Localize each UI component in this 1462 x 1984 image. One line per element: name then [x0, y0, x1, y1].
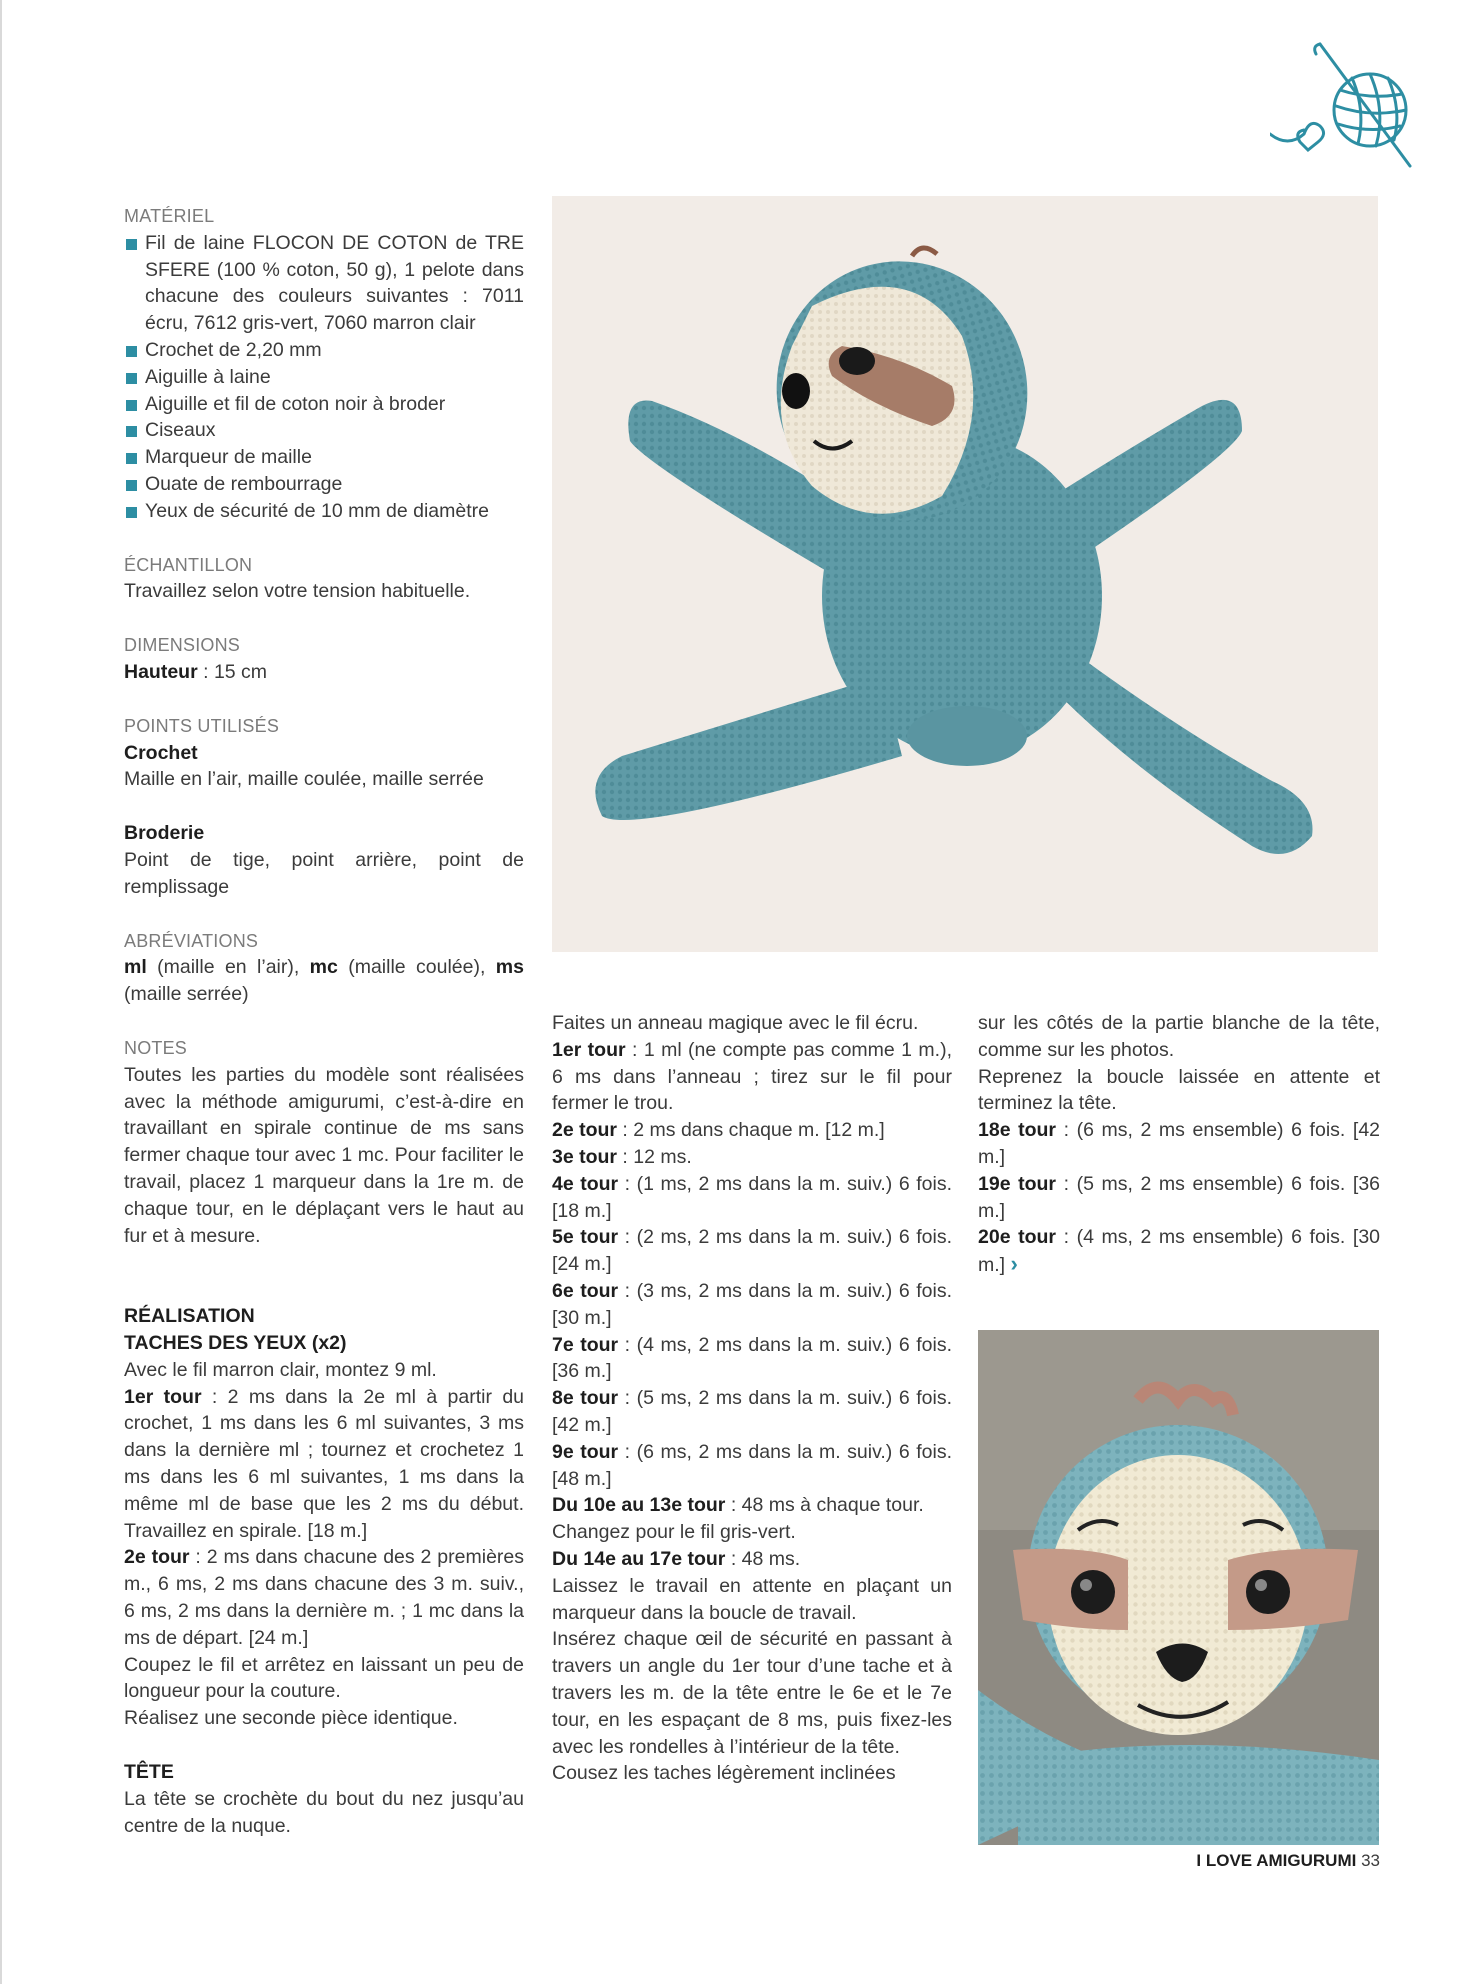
column-left	[124, 203, 524, 1839]
echantillon-text: Travaillez selon votre tension habituelle.	[124, 580, 471, 603]
col2-p2: Insérez chaque œil de sécurité en passant à travers un angle du 1er tour d’une tache et à travers les m. de la tête entre le 6e et le 7e tour, en les espaçant de 8 ms, puis fixez-les avec les rondelles à l’intérieur de la tête.	[552, 1628, 952, 1758]
head-row	[552, 1117, 952, 1144]
tete-title: TÊTE	[124, 1761, 174, 1784]
notes-text: Toutes les parties du modèle sont réalisées avec la méthode amigurumi, c’est-à-dire en travaillant en spirale continue de ms sans fermer chaque tour avec 1 mc. Pour faciliter le travail, placez 1 marqueur dans la 1re m. de chaque tour, en le déplaçant vers le haut au fur et à mesure.	[124, 1063, 524, 1247]
abbr-ml-def: (maille en l’air),	[146, 956, 310, 979]
echantillon-title: ÉCHANTILLON	[124, 554, 253, 575]
row-text: : (5 ms, 2 ms dans la m. suiv.) 6 fois. [42 m.]	[552, 1387, 952, 1436]
row-text: : 2 ms dans chaque m. [12 m.]	[617, 1119, 885, 1142]
materiel-item: Ouate de rembourrage	[124, 471, 524, 498]
row-text: : 48 ms à chaque tour.	[725, 1494, 924, 1517]
broderie-text: Point de tige, point arrière, point de remplissage	[124, 848, 524, 898]
dimensions-line	[124, 659, 524, 686]
sloth-full-photo	[552, 196, 1378, 952]
sloth-closeup-photo	[978, 1330, 1379, 1845]
column-right	[978, 1010, 1380, 1279]
head-row	[552, 1492, 952, 1519]
row-label: 4e tour	[552, 1172, 619, 1195]
col3-p2: Reprenez la boucle laissée en attente et terminez la tête.	[978, 1065, 1380, 1115]
row-text: : (6 ms, 2 ms dans la m. suiv.) 6 fois. [48 m.]	[552, 1440, 952, 1490]
abreviations-text	[124, 954, 524, 1008]
row-label: 5e tour	[552, 1226, 619, 1249]
row-text: : 12 ms.	[617, 1145, 692, 1168]
row-label: 9e tour	[552, 1440, 619, 1463]
abbr-ml: ml	[124, 956, 147, 979]
realisation-title: RÉALISATION	[124, 1305, 255, 1328]
abbr-ms: ms	[495, 956, 524, 979]
row-label: 2e tour	[124, 1546, 190, 1569]
crochet-text: Maille en l’air, maille coulée, maille serrée	[124, 768, 484, 791]
col2-p1: Laissez le travail en attente en plaçant un marqueur dans la boucle de travail.	[552, 1574, 952, 1624]
row-text: : (2 ms, 2 ms dans la m. suiv.) 6 fois. [24 m.]	[552, 1226, 952, 1276]
head-row	[552, 1037, 952, 1117]
yarn-ball-crochet-icon	[1270, 38, 1430, 173]
page-number: 33	[1361, 1851, 1380, 1870]
points-title: POINTS UTILISÉS	[124, 715, 280, 736]
row-text: : (1 ms, 2 ms dans la m. suiv.) 6 fois. [18 m.]	[552, 1172, 952, 1222]
page-footer	[1196, 1848, 1380, 1875]
row-text: : 2 ms dans chacune des 2 premières m., 6 ms, 2 ms dans chacune des 3 m. suiv., 6 ms, 2 ms dans la dernière m. ; 1 mc dans la ms de départ. [24 m.]	[124, 1546, 525, 1649]
row-text: : 48 ms.	[725, 1547, 801, 1570]
row-label: 18e tour	[978, 1119, 1057, 1142]
row-label: 20e tour	[978, 1226, 1057, 1249]
head-row	[978, 1171, 1380, 1225]
materiel-item: Aiguille à laine	[124, 364, 524, 391]
taches-end-2: Réalisez une seconde pièce identique.	[124, 1707, 458, 1730]
row-text: : 2 ms dans la 2e ml à partir du crochet, 1 ms dans les 6 ml suivantes, 3 ms dans la dernière ml ; tournez et crochetez 1 ms dans les 6 ml suivantes, 1 ms dans la même ml de base que les 2 ms du début. Travaillez en spirale. [18 m.]	[124, 1385, 525, 1542]
head-row	[552, 1546, 952, 1573]
taches-intro: Avec le fil marron clair, montez 9 ml.	[124, 1358, 437, 1381]
change-yarn: Changez pour le fil gris-vert.	[552, 1521, 796, 1544]
abbr-mc: mc	[309, 956, 338, 979]
abbr-ms-def: (maille serrée)	[124, 983, 249, 1006]
dimensions-label: Hauteur	[124, 660, 198, 683]
crochet-label: Crochet	[124, 741, 198, 764]
row-text: : (4 ms, 2 ms dans la m. suiv.) 6 fois. [36 m.]	[552, 1333, 952, 1383]
row-text: : (6 ms, 2 ms ensemble) 6 fois. [42 m.]	[978, 1119, 1381, 1168]
row-text: : (4 ms, 2 ms ensemble) 6 fois. [30 m.]	[978, 1226, 1381, 1277]
row-label: 2e tour	[552, 1119, 618, 1142]
tete-intro: La tête se crochète du bout du nez jusqu’au centre de la nuque.	[124, 1787, 524, 1837]
row-label: 8e tour	[552, 1387, 619, 1410]
head-row	[552, 1439, 952, 1493]
column-middle	[552, 1010, 952, 1787]
head-row	[552, 1224, 952, 1278]
row-label: 7e tour	[552, 1333, 619, 1356]
broderie-label: Broderie	[124, 822, 205, 845]
dimensions-value: : 15 cm	[197, 660, 268, 683]
materiel-item: Ciseaux	[124, 417, 524, 444]
materiel-item: Fil de laine FLOCON DE COTON de TRE SFERE (100 % coton, 50 g), 1 pelote dans chacune des couleurs suivantes : 7011 écru, 7612 gris-vert, 7060 marron clair	[124, 230, 524, 337]
head-row	[552, 1171, 952, 1225]
abbr-mc-def: (maille coulée),	[337, 956, 496, 979]
row-label: 19e tour	[978, 1172, 1057, 1195]
materiel-item: Marqueur de maille	[124, 444, 524, 471]
taches-end-1: Coupez le fil et arrêtez en laissant un peu de longueur pour la couture.	[124, 1653, 524, 1703]
row-label: 6e tour	[552, 1279, 619, 1302]
col2-intro: Faites un anneau magique avec le fil écru.	[552, 1012, 919, 1034]
row-label: 3e tour	[552, 1145, 618, 1168]
materiel-list	[124, 230, 524, 525]
head-row	[552, 1385, 952, 1439]
taches-title: TACHES DES YEUX (x2)	[124, 1332, 347, 1355]
materiel-item: Aiguille et fil de coton noir à broder	[124, 391, 524, 418]
page-border	[0, 0, 2, 1984]
materiel-item: Yeux de sécurité de 10 mm de diamètre	[124, 498, 524, 525]
row-text: : (5 ms, 2 ms ensemble) 6 fois. [36 m.]	[978, 1172, 1381, 1222]
row-label: 1er tour	[124, 1385, 202, 1408]
head-row	[552, 1144, 952, 1171]
col3-p1: sur les côtés de la partie blanche de la tête, comme sur les photos.	[978, 1012, 1380, 1061]
head-row	[978, 1117, 1380, 1171]
row-text: : (3 ms, 2 ms dans la m. suiv.) 6 fois. [30 m.]	[552, 1279, 952, 1329]
taches-row-2	[124, 1544, 524, 1651]
row-label: 1er tour	[552, 1038, 626, 1061]
col2-p3: Cousez les taches légèrement inclinées	[552, 1762, 896, 1785]
taches-row-1	[124, 1384, 524, 1545]
chevron-right-icon: ›	[1010, 1251, 1018, 1277]
head-row	[978, 1224, 1380, 1279]
materiel-item: Crochet de 2,20 mm	[124, 337, 524, 364]
materiel-title: MATÉRIEL	[124, 206, 215, 226]
dimensions-title: DIMENSIONS	[124, 635, 241, 656]
row-label: Du 14e au 17e tour	[552, 1547, 726, 1570]
abreviations-title: ABRÉVIATIONS	[124, 930, 259, 951]
notes-title: NOTES	[124, 1037, 188, 1058]
head-row	[552, 1278, 952, 1332]
row-text: : 1 ml (ne compte pas comme 1 m.), 6 ms dans l’anneau ; tirez sur le fil pour fermer le trou.	[552, 1038, 952, 1115]
magazine-name: I LOVE AMIGURUMI	[1196, 1851, 1357, 1870]
head-row	[552, 1332, 952, 1386]
row-label: Du 10e au 13e tour	[552, 1494, 726, 1517]
